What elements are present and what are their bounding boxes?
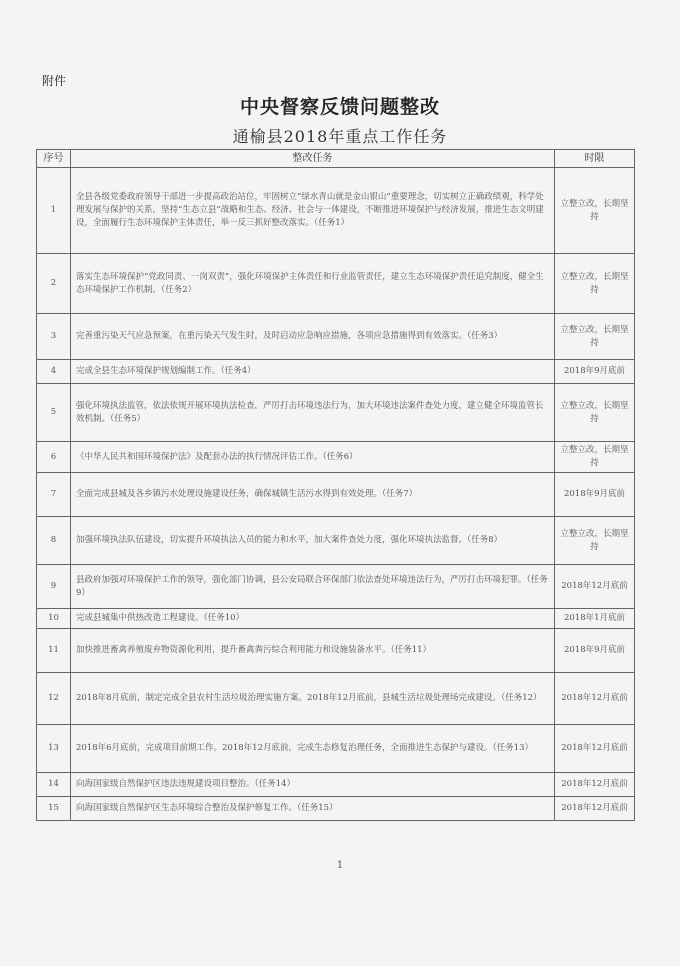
table-row: [37, 725, 635, 773]
table-row: [37, 473, 635, 517]
row-deadline: 2018年9月底前: [555, 473, 635, 517]
row-deadline: 立整立改，长期坚持: [555, 442, 635, 473]
row-deadline: 立整立改，长期坚持: [555, 254, 635, 314]
row-task: 全县各级党委政府领导干部进一步提高政治站位，牢固树立“绿水青山就是金山银山”重要理念，切实树立正确政绩观，科学处理发展与保护的关系，坚持“生态立县”战略和生态、经济、社会与一体建设，不断推进环境保护与经济发展，推进生态文明建设，全面履行生态环境保护主体责任，举一反三抓好整改落实。（任务1）: [71, 168, 555, 254]
row-task: 加快推进畜禽养殖废弃物资源化利用，提升畜禽粪污综合利用能力和设施装备水平。（任务11）: [71, 629, 555, 673]
table-header-row: [37, 150, 635, 168]
page-number: 1: [336, 860, 344, 871]
row-deadline: 2018年12月底前: [555, 773, 635, 797]
row-task: 2018年8月底前，制定完成全县农村生活垃圾治理实施方案。2018年12月底前，县城生活垃圾处理场完成建设。（任务12）: [71, 673, 555, 725]
row-number: 3: [37, 314, 71, 360]
row-number: 15: [37, 797, 71, 821]
attachment-label: 附件: [42, 74, 67, 88]
row-number: 2: [37, 254, 71, 314]
row-number: 12: [37, 673, 71, 725]
header-number: 序号: [37, 150, 71, 168]
row-number: 9: [37, 565, 71, 609]
row-number: 7: [37, 473, 71, 517]
table-row: [37, 673, 635, 725]
task-table: [36, 149, 635, 821]
table-row: [37, 254, 635, 314]
row-number: 5: [37, 384, 71, 442]
row-deadline: 2018年9月底前: [555, 629, 635, 673]
table-row: [37, 442, 635, 473]
row-deadline: 立整立改，长期坚持: [555, 314, 635, 360]
row-task: 全面完成县城及各乡镇污水处理设施建设任务，确保城镇生活污水得到有效处理。（任务7）: [71, 473, 555, 517]
row-number: 14: [37, 773, 71, 797]
row-deadline: 立整立改，长期坚持: [555, 384, 635, 442]
header-task: 整改任务: [71, 150, 555, 168]
row-task: 落实生态环境保护“党政同责、一岗双责”，强化环境保护主体责任和行业监管责任，建立生态环境保护责任追究制度，健全生态环境保护工作机制。（任务2）: [71, 254, 555, 314]
document-title: 中央督察反馈问题整改: [239, 96, 440, 118]
row-task: 完善重污染天气应急预案，在重污染天气发生时，及时启动应急响应措施，各项应急措施得到有效落实。（任务3）: [71, 314, 555, 360]
row-deadline: 2018年12月底前: [555, 797, 635, 821]
row-deadline: 2018年12月底前: [555, 725, 635, 773]
row-number: 13: [37, 725, 71, 773]
row-task: 向海国家级自然保护区生态环境综合整治及保护修复工作。（任务15）: [71, 797, 555, 821]
row-number: 8: [37, 517, 71, 565]
row-number: 11: [37, 629, 71, 673]
row-deadline: 2018年9月底前: [555, 360, 635, 384]
row-deadline: 2018年12月底前: [555, 565, 635, 609]
table-row: [37, 773, 635, 797]
table-row: [37, 384, 635, 442]
table-row: [37, 565, 635, 609]
table-row: [37, 168, 635, 254]
row-number: 10: [37, 609, 71, 629]
table-row: [37, 314, 635, 360]
document-subtitle: 通榆县2018年重点工作任务: [232, 127, 448, 146]
row-task: 加强环境执法队伍建设，切实提升环境执法人员的能力和水平，加大案件查处力度，强化环境执法监督。（任务8）: [71, 517, 555, 565]
row-task: 向海国家级自然保护区违法违规建设项目整治。（任务14）: [71, 773, 555, 797]
table-row: [37, 629, 635, 673]
row-task: 完成全县生态环境保护规划编制工作。（任务4）: [71, 360, 555, 384]
row-task: 完成县城集中供热改造工程建设。（任务10）: [71, 609, 555, 629]
row-task: 强化环境执法监管，依法依规开展环境执法检查，严厉打击环境违法行为，加大环境违法案件查处力度，建立健全环境监管长效机制。（任务5）: [71, 384, 555, 442]
row-task: 2018年6月底前，完成项目前期工作。2018年12月底前，完成生态修复治理任务，全面推进生态保护与建设。（任务13）: [71, 725, 555, 773]
row-deadline: 2018年12月底前: [555, 673, 635, 725]
row-number: 6: [37, 442, 71, 473]
row-task: 县政府加强对环境保护工作的领导，强化部门协调，县公安局联合环保部门依法查处环境违法行为，严厉打击环境犯罪。（任务9）: [71, 565, 555, 609]
table-row: [37, 609, 635, 629]
table-row: [37, 797, 635, 821]
row-number: 1: [37, 168, 71, 254]
row-deadline: 立整立改，长期坚持: [555, 168, 635, 254]
row-task: 《中华人民共和国环境保护法》及配套办法的执行情况评估工作。（任务6）: [71, 442, 555, 473]
header-deadline: 时限: [555, 150, 635, 168]
table-row: [37, 517, 635, 565]
row-deadline: 立整立改，长期坚持: [555, 517, 635, 565]
table-row: [37, 360, 635, 384]
row-deadline: 2018年1月底前: [555, 609, 635, 629]
row-number: 4: [37, 360, 71, 384]
